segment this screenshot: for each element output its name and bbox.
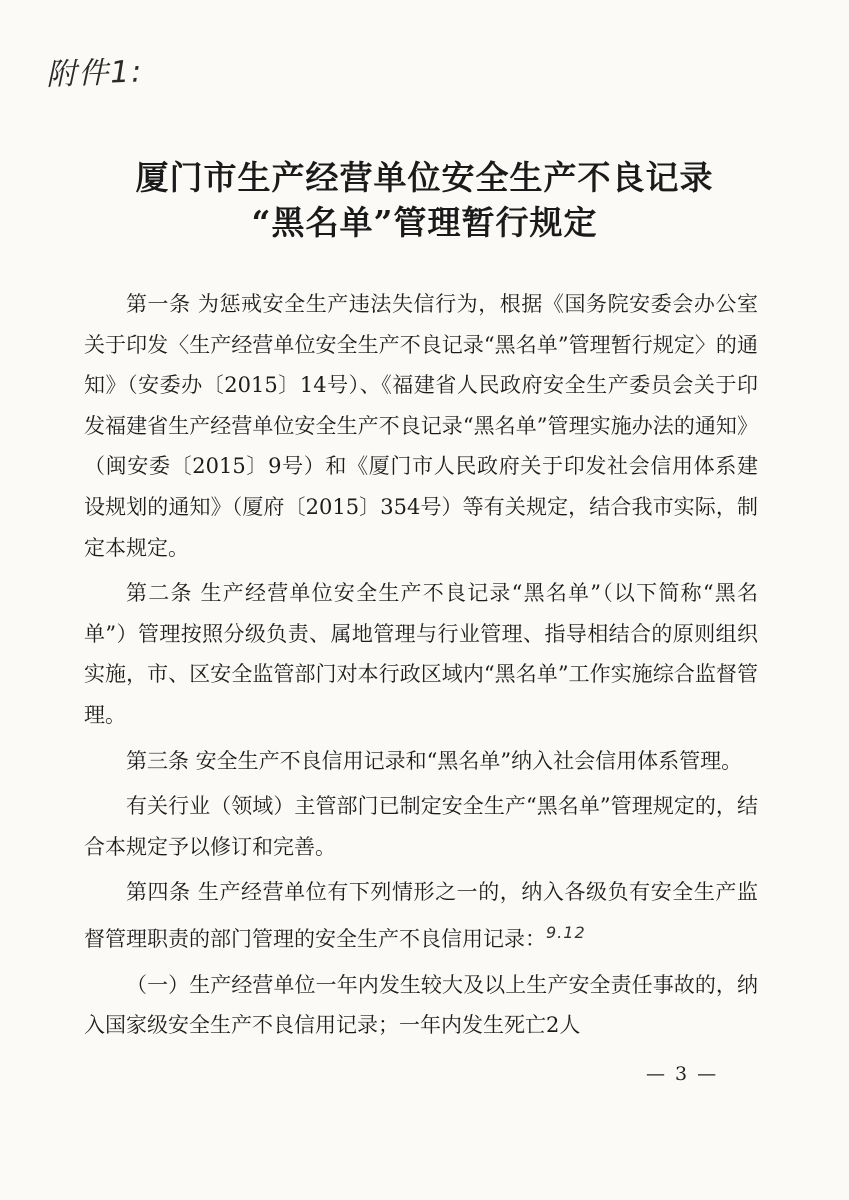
- page-number: — 3 —: [646, 1063, 719, 1085]
- paragraph-article-3-note: 有关行业（领域）主管部门已制定安全生产“黑名单”管理规定的，结合本规定予以修订和完善。: [84, 794, 758, 859]
- paragraph-article-4-text: 第四条 生产经营单位有下列情形之一的，纳入各级负有安全生产监督管理职责的部门管理的安全生产不良信用记录：: [84, 880, 758, 951]
- paragraph-article-1: 第一条 为惩戒安全生产违法失信行为，根据《国务院安委会办公室关于印发〈生产经营单位安全生产不良记录“黑名单”管理暂行规定〉的通知》（安委办〔2015〕14号）、《福建省人民政府安全生产委员会关于印发福建省生产经营单位安全生产不良记录“黑名单”管理实施办法的通知》（闽安委〔2015〕9号）和《厦门市人民政府关于印发社会信用体系建设规划的通知》（厦府〔2015〕354号）等有关规定，结合我市实际，制定本规定。: [84, 292, 758, 560]
- document-title-line-1: 厦门市生产经营单位安全生产不良记录: [135, 158, 714, 197]
- handwritten-margin-note: 9.12: [546, 922, 586, 942]
- paragraph-article-4: [84, 872, 758, 959]
- document-body: [84, 284, 758, 1051]
- handwritten-attachment-label: 附件1:: [45, 54, 144, 93]
- document-title-line-2: “黑名单”管理暂行规定: [251, 203, 598, 242]
- paragraph-article-3: 第三条 安全生产不良信用记录和“黑名单”纳入社会信用体系管理。: [126, 748, 743, 773]
- paragraph-article-2: 第二条 生产经营单位安全生产不良记录“黑名单”（以下简称“黑名单”）管理按照分级负责、属地管理与行业管理、指导相结合的原则组织实施，市、区安全监管部门对本行政区域内“黑名单”工作实施综合监督管理。: [84, 581, 758, 727]
- paragraph-article-4-item-1: （一）生产经营单位一年内发生较大及以上生产安全责任事故的，纳入国家级安全生产不良信用记录；一年内发生死亡2人: [84, 972, 758, 1038]
